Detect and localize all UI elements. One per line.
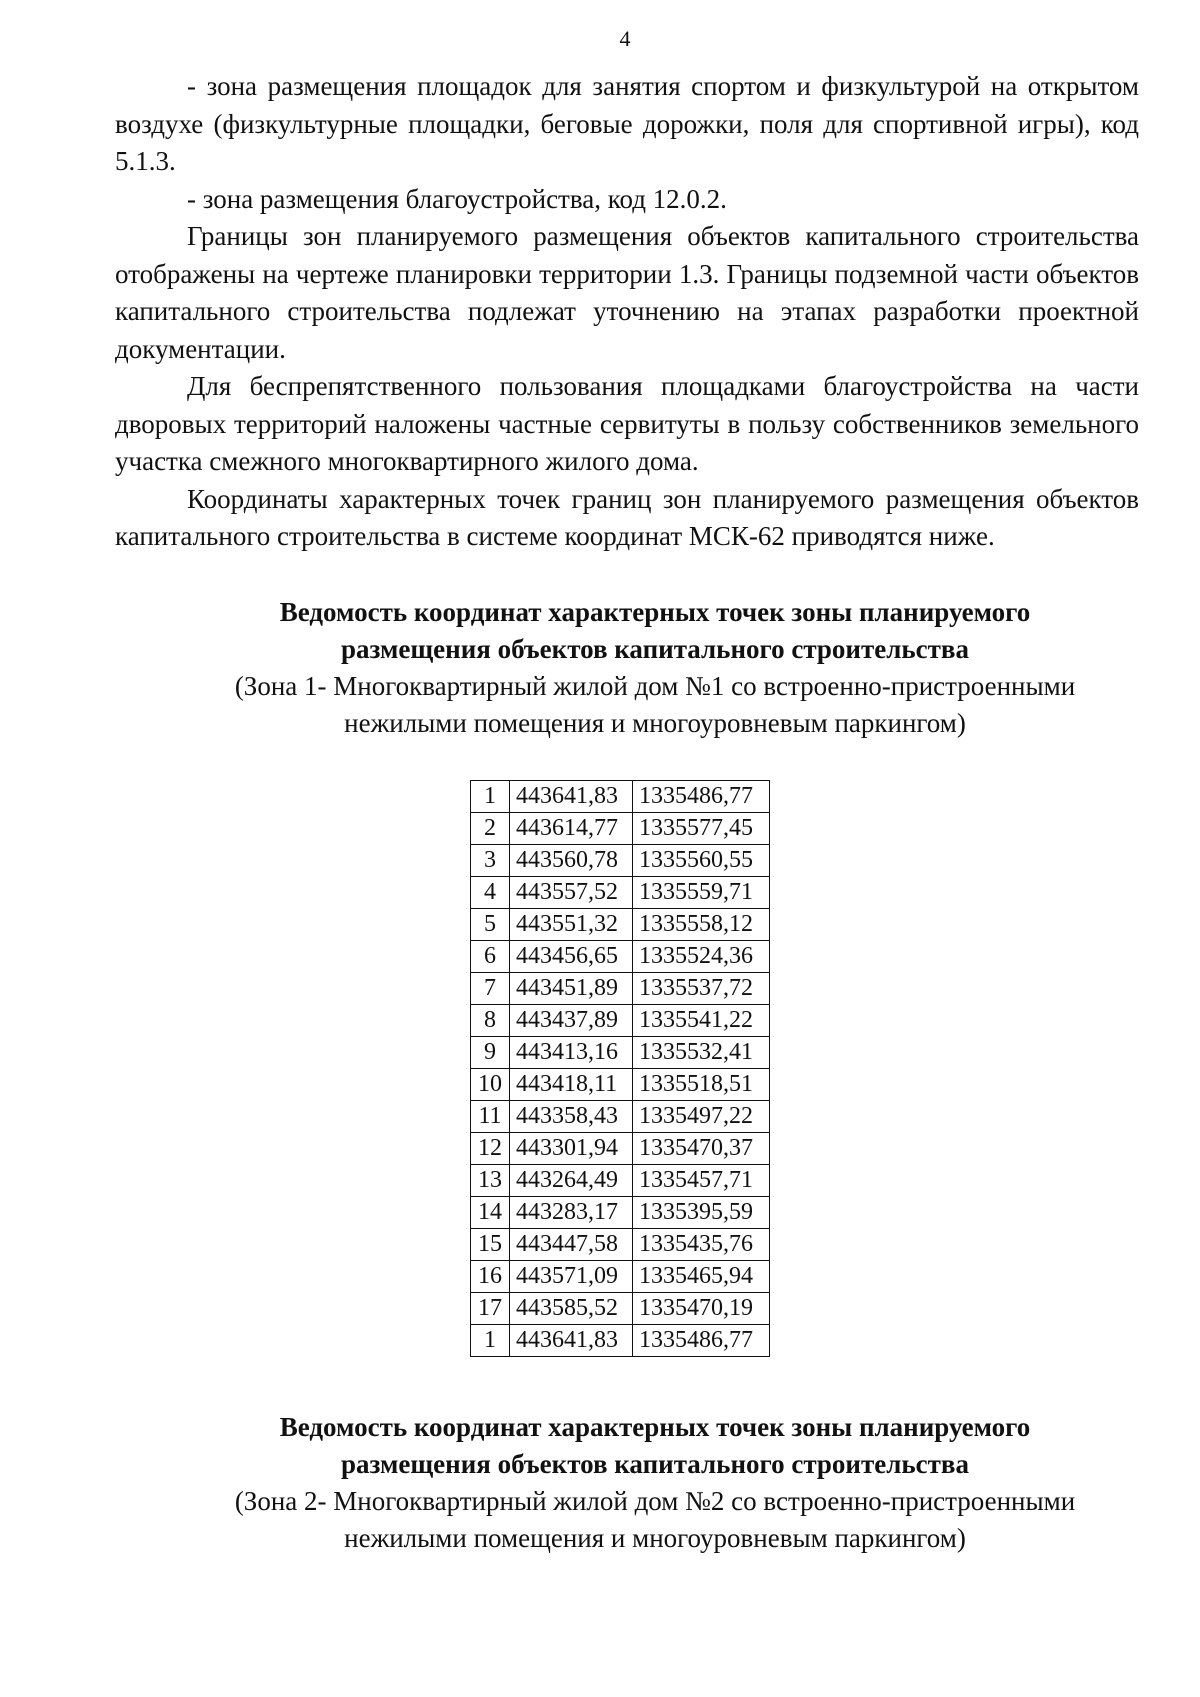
y-coordinate-cell: 1335532,41	[633, 1037, 770, 1069]
zone1-table-body	[471, 781, 770, 1357]
x-coordinate-cell: 443641,83	[510, 781, 633, 813]
zone1-subtitle-line1: (Зона 1- Многоквартирный жилой дом №1 со встроенно-пристроенными	[234, 671, 1076, 701]
table-row	[471, 1229, 770, 1261]
table-row	[471, 1037, 770, 1069]
table-row	[471, 909, 770, 941]
table-row	[471, 845, 770, 877]
y-coordinate-cell: 1335435,76	[633, 1229, 770, 1261]
y-coordinate-cell: 1335486,77	[633, 1325, 770, 1357]
y-coordinate-cell: 1335486,77	[633, 781, 770, 813]
zone1-title-line2: размещения объектов капитального строительства	[341, 634, 969, 664]
point-number-cell: 1	[471, 1325, 510, 1357]
x-coordinate-cell: 443301,94	[510, 1133, 633, 1165]
x-coordinate-cell: 443264,49	[510, 1165, 633, 1197]
point-number-cell: 6	[471, 941, 510, 973]
table-row	[471, 1197, 770, 1229]
table-row	[471, 973, 770, 1005]
y-coordinate-cell: 1335560,55	[633, 845, 770, 877]
page-number: 4	[619, 26, 631, 51]
y-coordinate-cell: 1335541,22	[633, 1005, 770, 1037]
x-coordinate-cell: 443413,16	[510, 1037, 633, 1069]
paragraph-coordinates-intro: Координаты характерных точек границ зон планируемого размещения объектов капитального строительства в системе координат МСК-62 приводятся ниже.	[115, 483, 1139, 551]
table-row	[471, 1261, 770, 1293]
table-row	[471, 1325, 770, 1357]
y-coordinate-cell: 1335470,19	[633, 1293, 770, 1325]
table-row	[471, 813, 770, 845]
point-number-cell: 12	[471, 1133, 510, 1165]
y-coordinate-cell: 1335558,12	[633, 909, 770, 941]
y-coordinate-cell: 1335470,37	[633, 1133, 770, 1165]
y-coordinate-cell: 1335518,51	[633, 1069, 770, 1101]
zone2-subtitle-line1: (Зона 2- Многоквартирный жилой дом №2 со встроенно-пристроенными	[234, 1486, 1076, 1516]
x-coordinate-cell: 443551,32	[510, 909, 633, 941]
point-number-cell: 2	[471, 813, 510, 845]
zone2-title-line2: размещения объектов капитального строительства	[341, 1449, 969, 1479]
table-row	[471, 941, 770, 973]
table-row	[471, 1069, 770, 1101]
paragraph-sports-zone: - зона размещения площадок для занятия спортом и физкультурой на открытом воздухе (физкультурные площадки, беговые дорожки, поля для спортивной игры), код 5.1.3.	[115, 71, 1139, 176]
y-coordinate-cell: 1335559,71	[633, 877, 770, 909]
x-coordinate-cell: 443451,89	[510, 973, 633, 1005]
point-number-cell: 4	[471, 877, 510, 909]
zone1-subtitle-line2: нежилыми помещения и многоуровневым паркингом)	[344, 708, 966, 738]
table-row	[471, 1005, 770, 1037]
x-coordinate-cell: 443614,77	[510, 813, 633, 845]
x-coordinate-cell: 443557,52	[510, 877, 633, 909]
x-coordinate-cell: 443437,89	[510, 1005, 633, 1037]
x-coordinate-cell: 443641,83	[510, 1325, 633, 1357]
x-coordinate-cell: 443585,52	[510, 1293, 633, 1325]
x-coordinate-cell: 443571,09	[510, 1261, 633, 1293]
zone1-coordinates-table	[470, 780, 770, 1357]
y-coordinate-cell: 1335524,36	[633, 941, 770, 973]
zone2-subtitle-line2: нежилыми помещения и многоуровневым паркингом)	[344, 1523, 966, 1553]
point-number-cell: 9	[471, 1037, 510, 1069]
y-coordinate-cell: 1335395,59	[633, 1197, 770, 1229]
y-coordinate-cell: 1335577,45	[633, 813, 770, 845]
zone2-title-line1: Ведомость координат характерных точек зоны планируемого	[279, 1412, 1031, 1442]
point-number-cell: 1	[471, 781, 510, 813]
body-text	[115, 68, 1139, 556]
table-row	[471, 877, 770, 909]
table-row	[471, 1165, 770, 1197]
zone1-heading	[150, 594, 1160, 742]
zone1-title-line1: Ведомость координат характерных точек зоны планируемого	[279, 597, 1031, 627]
point-number-cell: 8	[471, 1005, 510, 1037]
table-row	[471, 1133, 770, 1165]
table-row	[471, 781, 770, 813]
point-number-cell: 14	[471, 1197, 510, 1229]
x-coordinate-cell: 443418,11	[510, 1069, 633, 1101]
paragraph-servitudes: Для беспрепятственного пользования площадками благоустройства на части дворовых территорий наложены частные сервитуты в пользу собственников земельного участка смежного многоквартирного жилого дома.	[115, 371, 1139, 476]
point-number-cell: 7	[471, 973, 510, 1005]
x-coordinate-cell: 443560,78	[510, 845, 633, 877]
x-coordinate-cell: 443456,65	[510, 941, 633, 973]
x-coordinate-cell: 443447,58	[510, 1229, 633, 1261]
point-number-cell: 17	[471, 1293, 510, 1325]
x-coordinate-cell: 443283,17	[510, 1197, 633, 1229]
point-number-cell: 13	[471, 1165, 510, 1197]
y-coordinate-cell: 1335497,22	[633, 1101, 770, 1133]
y-coordinate-cell: 1335457,71	[633, 1165, 770, 1197]
y-coordinate-cell: 1335537,72	[633, 973, 770, 1005]
point-number-cell: 11	[471, 1101, 510, 1133]
zone2-heading	[150, 1409, 1160, 1557]
point-number-cell: 10	[471, 1069, 510, 1101]
y-coordinate-cell: 1335465,94	[633, 1261, 770, 1293]
paragraph-zone-boundaries: Границы зон планируемого размещения объектов капитального строительства отображены на чертеже планировки территории 1.3. Границы подземной части объектов капитального строительства подлежат уточнению на этапах разработки проектной документации.	[115, 221, 1139, 364]
point-number-cell: 15	[471, 1229, 510, 1261]
table-row	[471, 1101, 770, 1133]
point-number-cell: 5	[471, 909, 510, 941]
paragraph-landscaping-zone: - зона размещения благоустройства, код 12.0.2.	[187, 183, 727, 214]
x-coordinate-cell: 443358,43	[510, 1101, 633, 1133]
table-row	[471, 1293, 770, 1325]
point-number-cell: 16	[471, 1261, 510, 1293]
point-number-cell: 3	[471, 845, 510, 877]
